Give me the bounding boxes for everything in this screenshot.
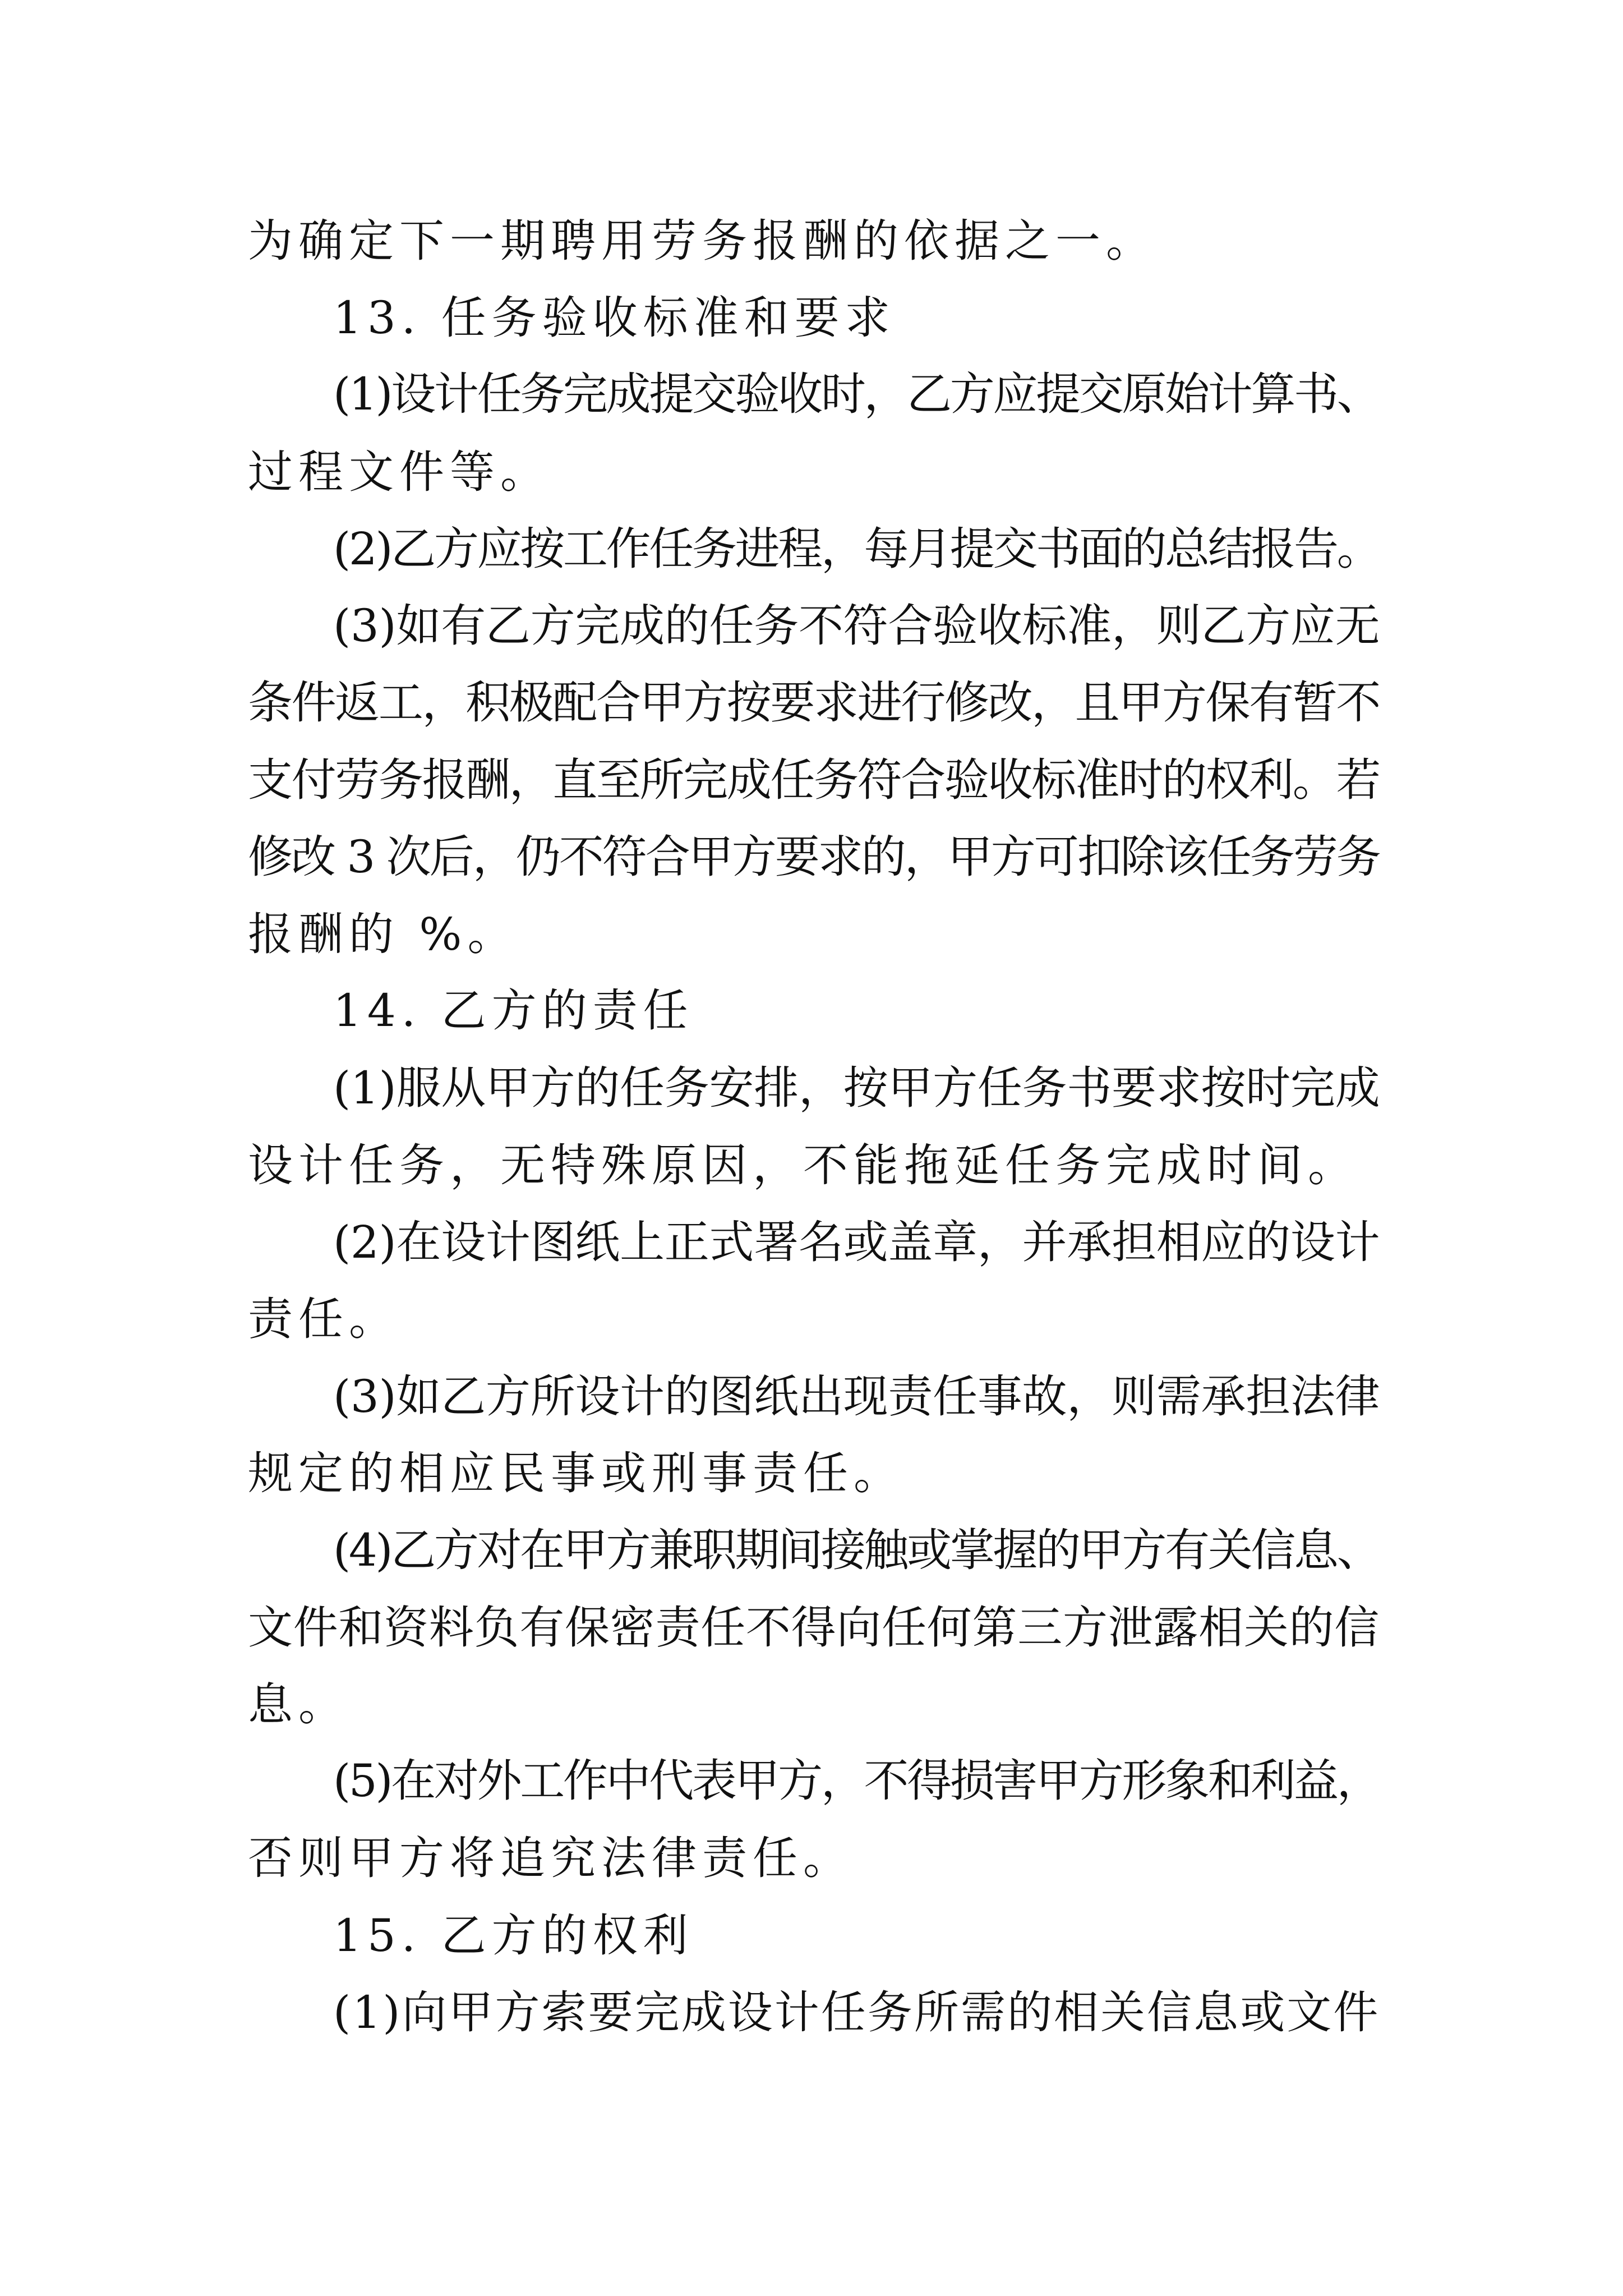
paragraph-line: 为确定下一期聘用劳务报酬的依据之一。 <box>248 215 1156 267</box>
paragraph-line: 息。 <box>248 1678 349 1731</box>
paragraph-line: 条件返工，积极配合甲方按要求进行修改，且甲方保有暂不 <box>248 677 1380 729</box>
paragraph-line: 报酬的 %。 <box>248 908 518 960</box>
paragraph-line: 责任。 <box>248 1293 399 1345</box>
paragraph-line: (1)设计任务完成提交验收时，乙方应提交原始计算书、 <box>333 368 1380 420</box>
paragraph-line: (2)在设计图纸上正式署名或盖章，并承担相应的设计 <box>333 1216 1380 1268</box>
paragraph-line: 规定的相应民事或刑事责任。 <box>248 1447 904 1499</box>
paragraph-line: (1)向甲方索要完成设计任务所需的相关信息或文件 <box>333 1986 1380 2039</box>
paragraph-line: 支付劳务报酬，直至所完成任务符合验收标准时的权利。若 <box>248 754 1380 806</box>
paragraph-line: (3)如有乙方完成的任务不符合验收标准，则乙方应无 <box>333 600 1380 652</box>
paragraph-line: (4)乙方对在甲方兼职期间接触或掌握的甲方有关信息、 <box>333 1524 1380 1576</box>
section-heading: 13. 任务验收标准和要求 <box>333 292 896 344</box>
paragraph-line: 修改 3 次后，仍不符合甲方要求的，甲方可扣除该任务劳务 <box>248 831 1380 883</box>
paragraph-line: (3)如乙方所设计的图纸出现责任事故，则需承担法律 <box>333 1370 1380 1423</box>
section-heading: 15. 乙方的权利 <box>333 1910 694 1962</box>
section-heading: 14. 乙方的责任 <box>333 984 694 1037</box>
paragraph-line: 过程文件等。 <box>248 446 551 498</box>
paragraph-line: 否则甲方将追究法律责任。 <box>248 1832 854 1884</box>
paragraph-line: 文件和资料负有保密责任不得向任何第三方泄露相关的信 <box>248 1602 1380 1654</box>
paragraph-line: (1)服从甲方的任务安排，按甲方任务书要求按时完成 <box>333 1062 1380 1114</box>
paragraph-line: (2)乙方应按工作任务进程，每月提交书面的总结报告。 <box>333 523 1380 575</box>
paragraph-line: (5)在对外工作中代表甲方，不得损害甲方形象和利益， <box>333 1755 1380 1807</box>
paragraph-line: 设计任务，无特殊原因，不能拖延任务完成时间。 <box>248 1139 1358 1191</box>
